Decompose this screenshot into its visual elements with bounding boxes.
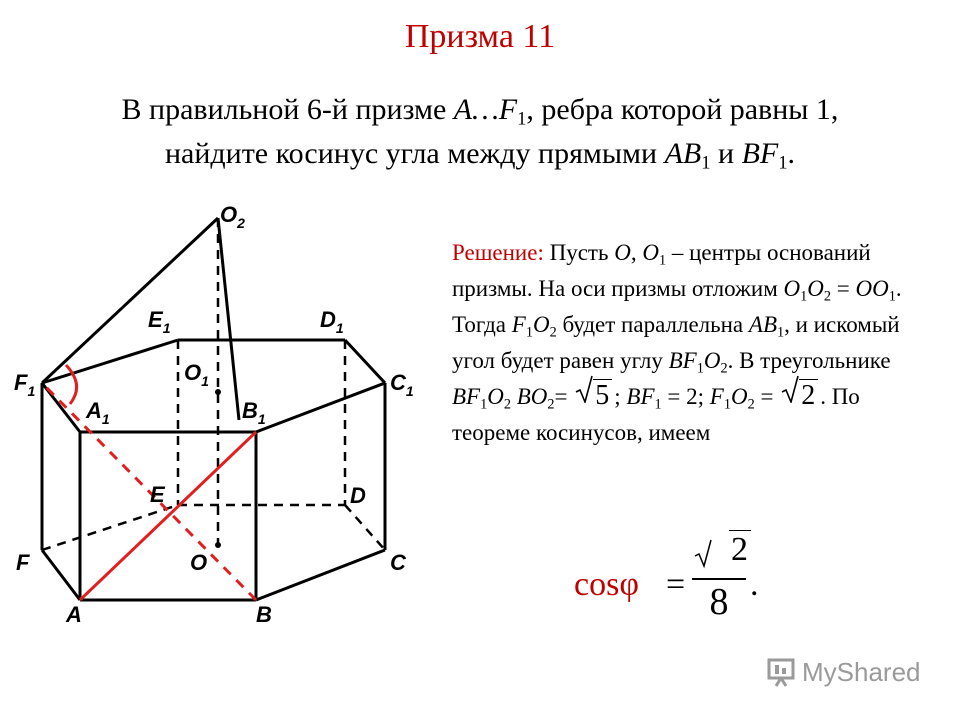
sqrt-value: 2 <box>799 379 818 411</box>
sym: O <box>642 240 659 265</box>
sym-sub: 1 <box>723 396 731 413</box>
line-ab1-sub: 1 <box>701 152 711 174</box>
sym: O <box>703 348 721 373</box>
prism-name: A…F <box>453 93 518 126</box>
label-e: E <box>150 482 165 507</box>
radical-icon <box>575 375 593 403</box>
solution-label: Решение: <box>452 240 544 265</box>
sym-sub: 1 <box>800 288 808 305</box>
sym: BF <box>668 348 697 373</box>
problem-text: найдите косинус угла между прямыми <box>164 137 665 170</box>
point-o1 <box>215 389 221 395</box>
line-bf1-sub: 1 <box>778 152 788 174</box>
prism-sub: 1 <box>517 108 527 130</box>
watermark-logo <box>766 655 936 689</box>
sym: AB <box>748 312 777 337</box>
formula-numerator <box>694 530 768 570</box>
label-a1: $A_1$ <box>86 398 110 427</box>
sym-sub: 2 <box>503 396 511 413</box>
label-a: A <box>66 602 82 627</box>
formula-num-value: 2 <box>729 530 751 568</box>
formula-lhs: cosφ <box>574 566 639 603</box>
sym: O <box>614 240 631 265</box>
sym-sub: 1 <box>888 288 896 305</box>
label-b: B <box>256 602 272 627</box>
label-c: C <box>390 550 406 575</box>
solution-text-run: = <box>831 276 856 301</box>
solution-text <box>452 235 942 451</box>
sym: BF <box>452 384 481 409</box>
line-ab1: AB <box>664 137 702 170</box>
sqrt-value: 5 <box>593 379 612 411</box>
label-o: O <box>190 550 208 575</box>
sym: O <box>487 384 504 409</box>
label-d1: $D_1$ <box>320 307 344 336</box>
problem-text: В правильной 6-й призме <box>121 93 454 126</box>
sym-sub: 2 <box>747 396 755 413</box>
sym: F <box>511 312 526 337</box>
label-o2: $O_2$ <box>220 202 245 231</box>
sqrt-5 <box>575 379 612 415</box>
problem-text: . <box>787 137 796 170</box>
formula-period: . <box>750 566 759 603</box>
line-bf1: BF <box>741 137 779 170</box>
sym: O <box>783 276 801 301</box>
prism-figure <box>0 190 440 630</box>
solution-text-run: , <box>630 240 643 265</box>
sym-sub: 1 <box>696 360 704 377</box>
sym-sub: 1 <box>658 252 667 269</box>
sym: OO <box>855 276 889 301</box>
sym: F <box>709 384 724 409</box>
label-d: D <box>350 483 366 508</box>
angle-arc <box>66 365 77 404</box>
sym-sub: 2 <box>547 396 555 413</box>
solution-text-run: . По теореме косинусов, имеем <box>452 384 860 445</box>
solution-text-run: . В треугольнике <box>727 348 891 373</box>
sym: O <box>730 384 748 409</box>
sym-sub: 1 <box>480 396 488 413</box>
solution-text-run: – центры оснований призмы. На оси призмы отложим <box>452 240 871 301</box>
sym: BF <box>626 384 655 409</box>
problem-statement <box>20 88 940 176</box>
sym-sub: 1 <box>525 324 533 341</box>
solution-text-run: будет параллельна <box>556 312 749 337</box>
solution-text-run: Пусть <box>543 240 615 265</box>
label-o1: $O_1$ <box>184 360 209 389</box>
sym-sub: 1 <box>654 396 662 413</box>
presentation-icon <box>766 657 796 687</box>
sym-sub: 2 <box>823 288 832 305</box>
sym-sub: 1 <box>777 324 785 341</box>
solution-text-run: ; <box>614 384 627 409</box>
sym-sub: 2 <box>720 360 728 377</box>
slide-title: Призма 11 <box>404 18 556 55</box>
sym-sub: 2 <box>549 324 557 341</box>
solution-text-run: = 2; <box>661 384 710 409</box>
formula-equals: = <box>666 566 686 603</box>
label-b1: $B_1$ <box>242 398 266 427</box>
radical-icon <box>694 536 712 570</box>
sym: O <box>807 276 824 301</box>
solution-text-run: = <box>554 384 574 409</box>
label-f: F <box>16 550 30 575</box>
solution-text-run: , и искомый угол будет равен углу <box>452 312 900 373</box>
label-f1: $F_1$ <box>14 370 36 399</box>
sym: BO <box>516 384 548 409</box>
segment-bf1 <box>42 383 256 600</box>
sym: O <box>532 312 550 337</box>
watermark-text: MyShared <box>802 657 921 687</box>
solution-text-run: = <box>754 384 780 409</box>
hidden-edges <box>42 218 385 550</box>
problem-text: и <box>710 137 742 170</box>
label-c1: $C_1$ <box>390 370 414 399</box>
problem-text: , ребра которой равны 1, <box>526 93 839 126</box>
formula-denominator: 8 <box>709 581 729 623</box>
sqrt-2 <box>781 379 818 415</box>
solution-text-run: . Тогда <box>452 276 902 337</box>
point-o <box>215 542 221 548</box>
label-e1: $E_1$ <box>148 307 171 336</box>
radical-icon <box>781 375 799 403</box>
